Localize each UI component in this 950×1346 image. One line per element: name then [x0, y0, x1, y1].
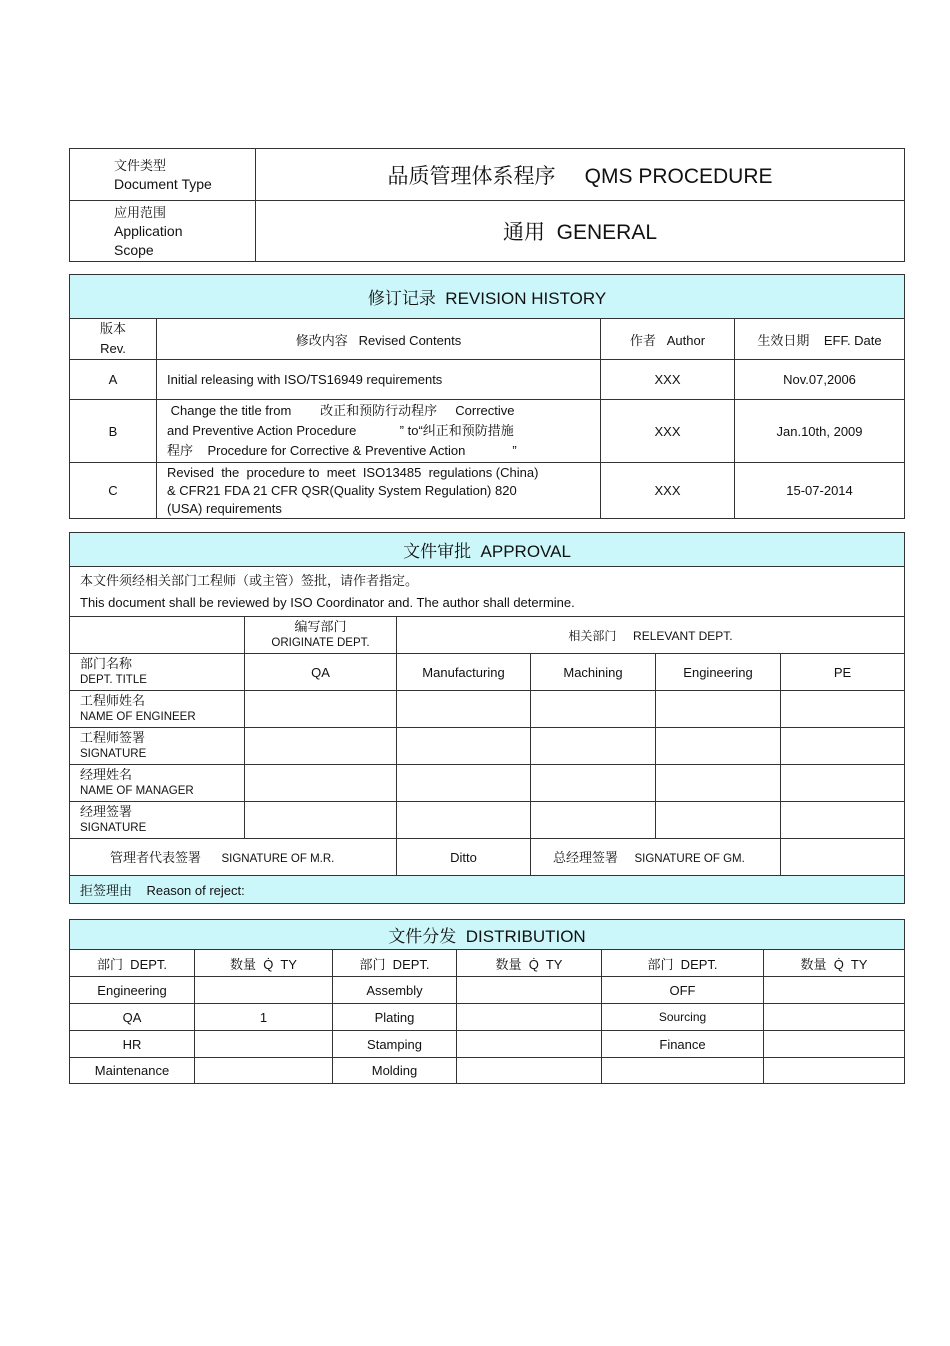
revision-rev: C — [70, 463, 157, 519]
table-row — [70, 1004, 905, 1031]
revision-contents-line: Revised the procedure to meet ISO13485 regulations (China) — [167, 464, 539, 480]
manager-name-field[interactable] — [531, 765, 656, 802]
revision-author: XXX — [601, 360, 735, 400]
doc-type-value: 品质管理体系程序 QMS PROCEDURE — [256, 149, 905, 201]
manager-name-field[interactable] — [245, 765, 397, 802]
row-label-en: DEPT. TITLE — [80, 674, 147, 686]
scope-label-en-1: Application — [114, 222, 183, 239]
engineer-name-field[interactable] — [781, 691, 905, 728]
revision-contents-line: & CFR21 FDA 21 CFR QSR(Quality System Regulation) 820 — [167, 482, 517, 498]
revision-date: Nov.07,2006 — [735, 360, 905, 400]
dist-dept: HR — [70, 1031, 195, 1058]
engineer-signature-field[interactable] — [781, 728, 905, 765]
revision-contents — [157, 360, 601, 400]
manager-signature-field[interactable] — [781, 802, 905, 839]
gm-signature-cn: 总经理签署 — [553, 850, 619, 865]
mr-signature-en: SIGNATURE OF M.R. — [221, 853, 335, 865]
engineer-name-field[interactable] — [531, 691, 656, 728]
dept-manufacturing: Manufacturing — [397, 654, 531, 691]
revision-contents-line: (USA) requirements — [167, 500, 282, 516]
distribution-title: 文件分发 DISTRIBUTION — [70, 920, 905, 950]
approval-table — [69, 532, 905, 904]
revision-rev: A — [70, 360, 157, 400]
gm-signature-en: SIGNATURE OF GM. — [634, 853, 745, 865]
manager-name-field[interactable] — [397, 765, 531, 802]
row-label-manager-name — [70, 765, 245, 802]
dist-dept: Assembly — [333, 977, 457, 1004]
rev-header-en: Rev. — [100, 341, 126, 356]
manager-signature-field[interactable] — [245, 802, 397, 839]
reject-reason[interactable]: 拒签理由 Reason of reject: — [70, 876, 905, 904]
dist-qty-header: 数量 Q̇ TY — [764, 950, 905, 977]
row-label-cn: 工程师姓名 — [80, 693, 146, 708]
rev-header-cn: 版本 — [99, 321, 126, 336]
engineer-signature-field[interactable] — [656, 728, 781, 765]
manager-name-field[interactable] — [781, 765, 905, 802]
dist-qty — [764, 1031, 905, 1058]
doc-type-label-cell — [70, 149, 256, 201]
table-row — [70, 1058, 905, 1084]
dist-dept: Stamping — [333, 1031, 457, 1058]
row-label-en: SIGNATURE — [80, 822, 147, 834]
approval-title: 文件审批 APPROVAL — [70, 533, 905, 567]
revision-author: XXX — [601, 463, 735, 519]
scope-value: 通用 GENERAL — [256, 201, 905, 262]
dist-dept: Sourcing — [602, 1004, 764, 1031]
revision-history-table — [69, 274, 905, 519]
row-label-engineer-name — [70, 691, 245, 728]
approval-note-en: This document shall be reviewed by ISO Coordinator and. The author shall determine. — [80, 594, 575, 610]
dept-pe: PE — [781, 654, 905, 691]
engineer-signature-field[interactable] — [531, 728, 656, 765]
revision-row — [70, 463, 905, 519]
dept-machining: Machining — [531, 654, 656, 691]
dist-qty — [195, 1031, 333, 1058]
revision-contents-line: 程序 Procedure for Corrective & Preventive Action ” — [167, 443, 517, 458]
doc-type-label-cn: 文件类型 — [114, 157, 167, 173]
date-column-header: 生效日期 EFF. Date — [735, 319, 905, 360]
dist-dept: OFF — [602, 977, 764, 1004]
dist-qty — [457, 977, 602, 1004]
gm-signature-field[interactable] — [781, 839, 905, 876]
gm-signature-label — [531, 839, 781, 876]
dist-qty — [764, 1058, 905, 1084]
dept-engineering: Engineering — [656, 654, 781, 691]
dist-dept-header: 部门 DEPT. — [70, 950, 195, 977]
engineer-name-field[interactable] — [656, 691, 781, 728]
dist-qty-header: 数量 Q̇ TY — [195, 950, 333, 977]
revision-row — [70, 400, 905, 463]
doc-type-label-en: Document Type — [114, 175, 212, 192]
document-header-table — [69, 148, 905, 262]
dist-qty — [457, 1004, 602, 1031]
row-label-engineer-signature — [70, 728, 245, 765]
approval-note-cn: 本文件须经相关部门工程师（或主管）签批，请作者指定。 — [80, 572, 419, 588]
row-label-cn: 经理姓名 — [80, 767, 133, 782]
manager-signature-field[interactable] — [656, 802, 781, 839]
originate-dept-en: ORIGINATE DEPT. — [271, 637, 370, 649]
dist-dept-header: 部门 DEPT. — [333, 950, 457, 977]
manager-signature-field[interactable] — [397, 802, 531, 839]
originate-dept-header — [245, 617, 397, 654]
dist-dept: QA — [70, 1004, 195, 1031]
dist-qty — [764, 977, 905, 1004]
revision-contents — [157, 400, 601, 463]
dist-qty: 1 — [195, 1004, 333, 1031]
engineer-name-field[interactable] — [245, 691, 397, 728]
revision-history-title: 修订记录 REVISION HISTORY — [70, 275, 905, 319]
dist-qty-header: 数量 Q̇ TY — [457, 950, 602, 977]
dist-dept: Maintenance — [70, 1058, 195, 1084]
engineer-name-field[interactable] — [397, 691, 531, 728]
manager-signature-field[interactable] — [531, 802, 656, 839]
dist-qty — [457, 1031, 602, 1058]
dist-dept: Plating — [333, 1004, 457, 1031]
scope-label-cn: 应用范围 — [114, 204, 167, 220]
row-label-cn: 经理签署 — [80, 804, 133, 819]
row-label-en: SIGNATURE — [80, 748, 147, 760]
author-column-header: 作者 Author — [601, 319, 735, 360]
revision-date: Jan.10th, 2009 — [735, 400, 905, 463]
dist-dept-header: 部门 DEPT. — [602, 950, 764, 977]
originate-dept-cn: 编写部门 — [294, 619, 347, 634]
revision-contents-line: Change the title from 改正和预防行动程序 Corrective — [167, 403, 515, 418]
approval-note — [70, 567, 905, 617]
table-row — [70, 977, 905, 1004]
revision-author: XXX — [601, 400, 735, 463]
dist-dept — [602, 1058, 764, 1084]
row-label-manager-signature — [70, 802, 245, 839]
revision-rev: B — [70, 400, 157, 463]
approval-corner-cell — [70, 617, 245, 654]
revision-row — [70, 360, 905, 400]
ditto-value: Ditto — [397, 839, 531, 876]
scope-label-en-2: Scope — [114, 241, 154, 258]
engineer-signature-field[interactable] — [245, 728, 397, 765]
mr-signature-cn: 管理者代表签署 — [110, 850, 202, 865]
revision-date: 15-07-2014 — [735, 463, 905, 519]
row-label-cn: 部门名称 — [80, 656, 133, 671]
relevant-dept-header: 相关部门 RELEVANT DEPT. — [397, 617, 905, 654]
scope-label-cell — [70, 201, 256, 262]
manager-name-field[interactable] — [656, 765, 781, 802]
dept-qa: QA — [245, 654, 397, 691]
mr-signature-label — [70, 839, 397, 876]
dist-qty — [457, 1058, 602, 1084]
row-label-dept-title — [70, 654, 245, 691]
dist-dept: Finance — [602, 1031, 764, 1058]
revision-contents-line: and Preventive Action Procedure ” to“纠正和预防措施 — [167, 423, 514, 438]
dist-dept: Engineering — [70, 977, 195, 1004]
distribution-table — [69, 919, 905, 1084]
contents-column-header: 修改内容 Revised Contents — [157, 319, 601, 360]
revision-contents-line: Initial releasing with ISO/TS16949 requirements — [167, 372, 443, 387]
row-label-cn: 工程师签署 — [80, 730, 146, 745]
engineer-signature-field[interactable] — [397, 728, 531, 765]
rev-column-header — [70, 319, 157, 360]
dist-dept: Molding — [333, 1058, 457, 1084]
row-label-en: NAME OF ENGINEER — [80, 711, 196, 723]
dist-qty — [195, 1058, 333, 1084]
row-label-en: NAME OF MANAGER — [80, 785, 194, 797]
revision-contents — [157, 463, 601, 519]
dist-qty — [764, 1004, 905, 1031]
table-row — [70, 1031, 905, 1058]
dist-qty — [195, 977, 333, 1004]
